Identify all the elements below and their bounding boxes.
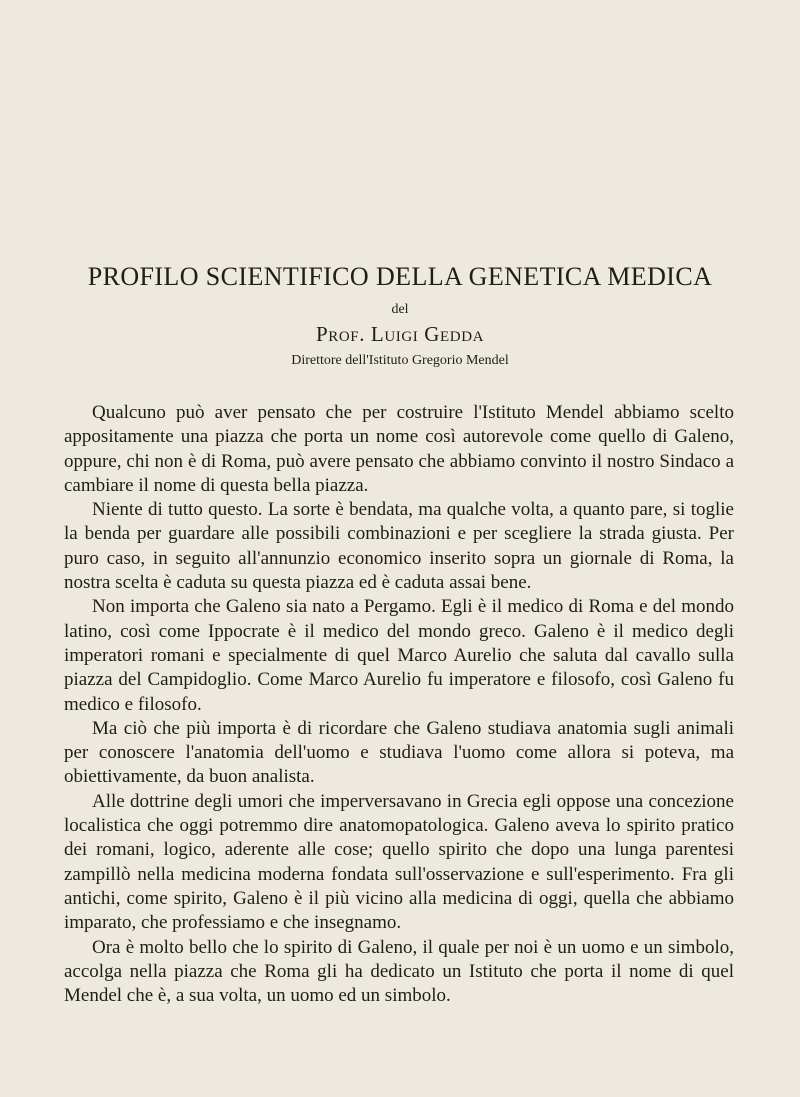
paragraph: Ora è molto bello che lo spirito di Galeno, il quale per noi è un uomo e un simbolo, accolga nella piazza che Roma gli ha dedicato un Istituto che porta il nome di quel Mendel che è, a sua volta, un uomo ed un simbolo. — [64, 936, 734, 1007]
paragraph: Qualcuno può aver pensato che per costruire l'Istituto Mendel abbiamo scelto appositamente una piazza che porta un nome così autorevole come quello di Galeno, oppure, chi non è di Roma, può avere pensato che abbiamo convinto il nostro Sindaco a cambiare il nome di questa bella piazza. — [64, 402, 734, 496]
author-affiliation: Direttore dell'Istituto Gregorio Mendel — [291, 353, 509, 368]
author-name: Prof. Luigi Gedda — [315, 322, 485, 346]
paragraph: Non importa che Galeno sia nato a Pergamo. Egli è il medico di Roma e del mondo latino, così come Ippocrate è il medico del mondo greco. Galeno è il medico degli imperatori romani e specialmente di quel Marco Aurelio che saluta dal cavallo sulla piazza del Campidoglio. Come Marco Aurelio fu imperatore e filosofo, così Galeno fu medico e filosofo. — [64, 596, 734, 715]
article-header — [0, 262, 800, 369]
article-body — [64, 401, 734, 1008]
paragraph: Ma ciò che più importa è di ricordare che Galeno studiava anatomia sugli animali per conoscere l'anatomia dell'uomo e studiava l'uomo come allora si poteva, ma obiettivamente, da buon analista. — [64, 717, 734, 788]
paragraph: Alle dottrine degli umori che imperversavano in Grecia egli oppose una concezione localistica che oggi potremmo dire anatomopatologica. Galeno aveva lo spirito pratico dei romani, logico, aderente alle cose; quello spirito che dopo una lunga parentesi zampillò nella medicina moderna fondata sull'osservazione e sull'esperimento. Fra gli antichi, come spirito, Galeno è il più vicino alla medicina di oggi, quella che abbiamo imparato, che professiamo e che insegnamo. — [64, 790, 734, 934]
byline-del: del — [391, 302, 409, 317]
article-title: PROFILO SCIENTIFICO DELLA GENETICA MEDICA — [87, 262, 713, 291]
paragraph: Niente di tutto questo. La sorte è bendata, ma qualche volta, a quanto pare, si toglie la benda per guardare alle possibili combinazioni e per scegliere la strada giusta. Per puro caso, in seguito all'annunzio economico inserito sopra un giornale di Roma, la nostra scelta è caduta su questa piazza ed è caduta assai bene. — [64, 499, 734, 594]
